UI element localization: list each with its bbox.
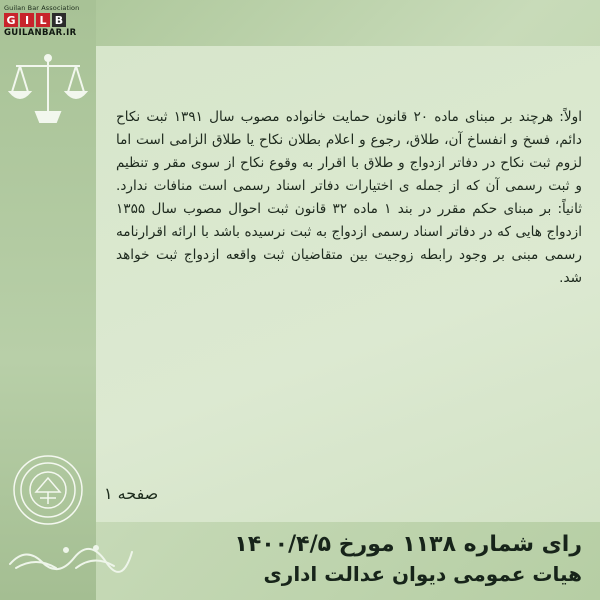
- page-number: صفحه ۱: [104, 484, 159, 503]
- calligraphy-emblem-icon: [6, 540, 136, 574]
- court-name-title: هیات عمومی دیوان عدالت اداری: [263, 562, 582, 586]
- website-url: GUILANBAR.IR: [4, 28, 77, 38]
- logo-letter-b: B: [52, 13, 66, 27]
- scales-of-justice-icon: [8, 52, 88, 130]
- logo-letter-i: I: [20, 13, 34, 27]
- ruling-title-block: [142, 530, 582, 588]
- logo-letter-g: G: [4, 13, 18, 27]
- ruling-number-title: رای شماره ۱۱۳۸ مورخ ۱۴۰۰/۴/۵: [234, 532, 582, 557]
- association-name: Guilan Bar Association: [4, 4, 80, 12]
- bar-association-logo: [4, 4, 94, 48]
- judiciary-seal-icon: [10, 452, 86, 528]
- logo-letter-l: L: [36, 13, 50, 27]
- ruling-body-text: اولاً: هرچند بر مبنای ماده ۲۰ قانون حمایت خانواده مصوب سال ۱۳۹۱ ثبت نکاح دائم، فسخ و انفساخ آن، طلاق، رجوع و اعلام بطلان نکاح یا طلاق الزامی است اما لزوم ثبت نکاح در دفاتر ازدواج و طلاق با اقرار به وقوع نکاح از سوی مقر و تنظیم و ثبت رسمی آن که از جمله ی اختیارات دفاتر اسناد رسمی است منافات ندارد. ثانیاً: بر مبنای حکم مقرر در بند ۱ ماده ۳۲ قانون ثبت احوال مصوب سال ۱۳۵۵ ازدواج هایی که در دفاتر اسناد رسمی ازدواج به ثبت نرسیده باشد با ارائه اقرارنامه رسمی مبنی بر وجود رابطه زوجیت بین متقاضیان ثبت واقعه ازدواج ثبت خواهد شد.: [116, 109, 582, 286]
- logo-letters: [4, 13, 94, 27]
